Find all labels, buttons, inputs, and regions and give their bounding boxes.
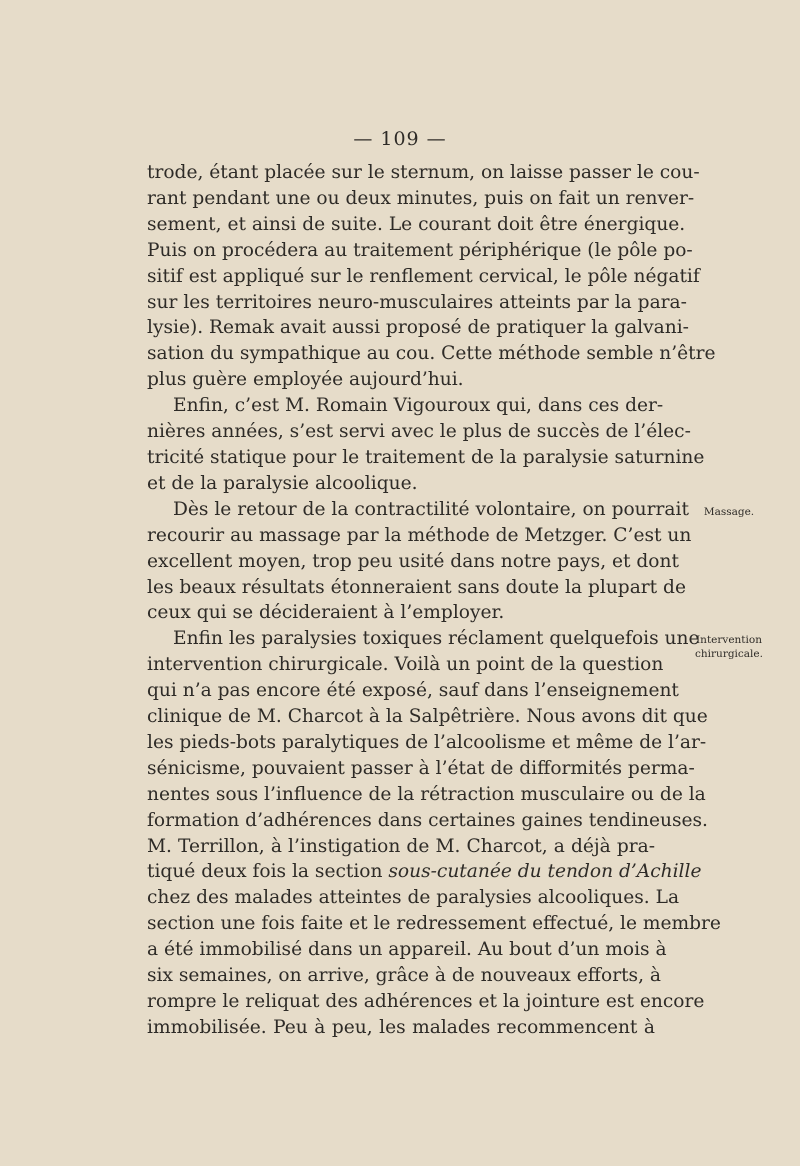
text-line: a été immobilisé dans un appareil. Au bout d’un mois à <box>147 939 667 961</box>
text-line: M. Terrillon, à l’instigation de M. Charcot, a déjà pra- <box>147 835 655 857</box>
text-line: nières années, s’est servi avec le plus de succès de l’élec- <box>147 421 691 443</box>
text-line: sement, et ainsi de suite. Le courant doit être énergique. <box>147 213 686 235</box>
text-line: trode, étant placée sur le sternum, on laisse passer le cou- <box>147 162 700 183</box>
text-line: intervention chirurgicale. Voilà un point de la question <box>147 654 664 676</box>
text-line: Enfin, c’est M. Romain Vigouroux qui, dans ces der- <box>173 395 664 417</box>
text-line: Puis on procédera au traitement périphérique (le pôle po- <box>147 239 693 261</box>
text-line: qui n’a pas encore été exposé, sauf dans l’enseignement <box>147 680 679 702</box>
text-line: tiqué deux fois la section sous-cutanée du tendon d’Achille <box>147 861 702 883</box>
page-number: — 109 — <box>353 128 447 150</box>
text-line: et de la paralysie alcoolique. <box>147 472 418 494</box>
margin-note: Intervention chirurgicale. <box>695 633 763 660</box>
text-line: les pieds-bots paralytiques de l’alcoolisme et même de l’ar- <box>147 731 707 753</box>
text-line: section une fois faite et le redressement effectué, le membre <box>147 913 721 935</box>
text-line: ceux qui se décideraient à l’employer. <box>147 602 505 624</box>
text-line: sation du sympathique au cou. Cette méthode semble n’être <box>147 343 716 365</box>
text-line: sur les territoires neuro-musculaires atteints par la para- <box>147 291 687 313</box>
text-line: nentes sous l’influence de la rétraction musculaire ou de la <box>147 783 706 805</box>
text-line: lysie). Remak avait aussi proposé de pratiquer la galvani- <box>147 317 689 339</box>
text-line: sitif est appliqué sur le renflement cervical, le pôle négatif <box>147 265 700 287</box>
text-line: six semaines, on arrive, grâce à de nouveaux efforts, à <box>147 965 661 987</box>
text-line: chez des malades atteintes de paralysies alcooliques. La <box>147 887 680 909</box>
text-line: rant pendant une ou deux minutes, puis on fait un renver- <box>147 187 695 209</box>
text-line: tricité statique pour le traitement de la paralysie saturnine <box>147 446 705 468</box>
text-line: recourir au massage par la méthode de Metzger. C’est un <box>147 524 692 546</box>
text-line: formation d’adhérences dans certaines gaines tendineuses. <box>147 809 708 831</box>
margin-note: Massage. <box>703 505 755 518</box>
text-line: plus guère employée aujourd’hui. <box>147 369 464 391</box>
text-line: clinique de M. Charcot à la Salpêtrière. Nous avons dit que <box>147 706 708 728</box>
text-line: sénicisme, pouvaient passer à l’état de difformités perma- <box>147 757 695 779</box>
text-line: excellent moyen, trop peu usité dans notre pays, et dont <box>147 550 679 572</box>
text-line: Dès le retour de la contractilité volontaire, on pourrait <box>173 498 689 520</box>
text-line: les beaux résultats étonneraient sans doute la plupart de <box>147 576 686 598</box>
text-line: Enfin les paralysies toxiques réclament quelquefois une <box>173 628 700 650</box>
body-text <box>147 160 721 1041</box>
text-line: rompre le reliquat des adhérences et la jointure est encore <box>147 991 705 1012</box>
text-line: immobilisée. Peu à peu, les malades recommencent à <box>147 1016 655 1038</box>
